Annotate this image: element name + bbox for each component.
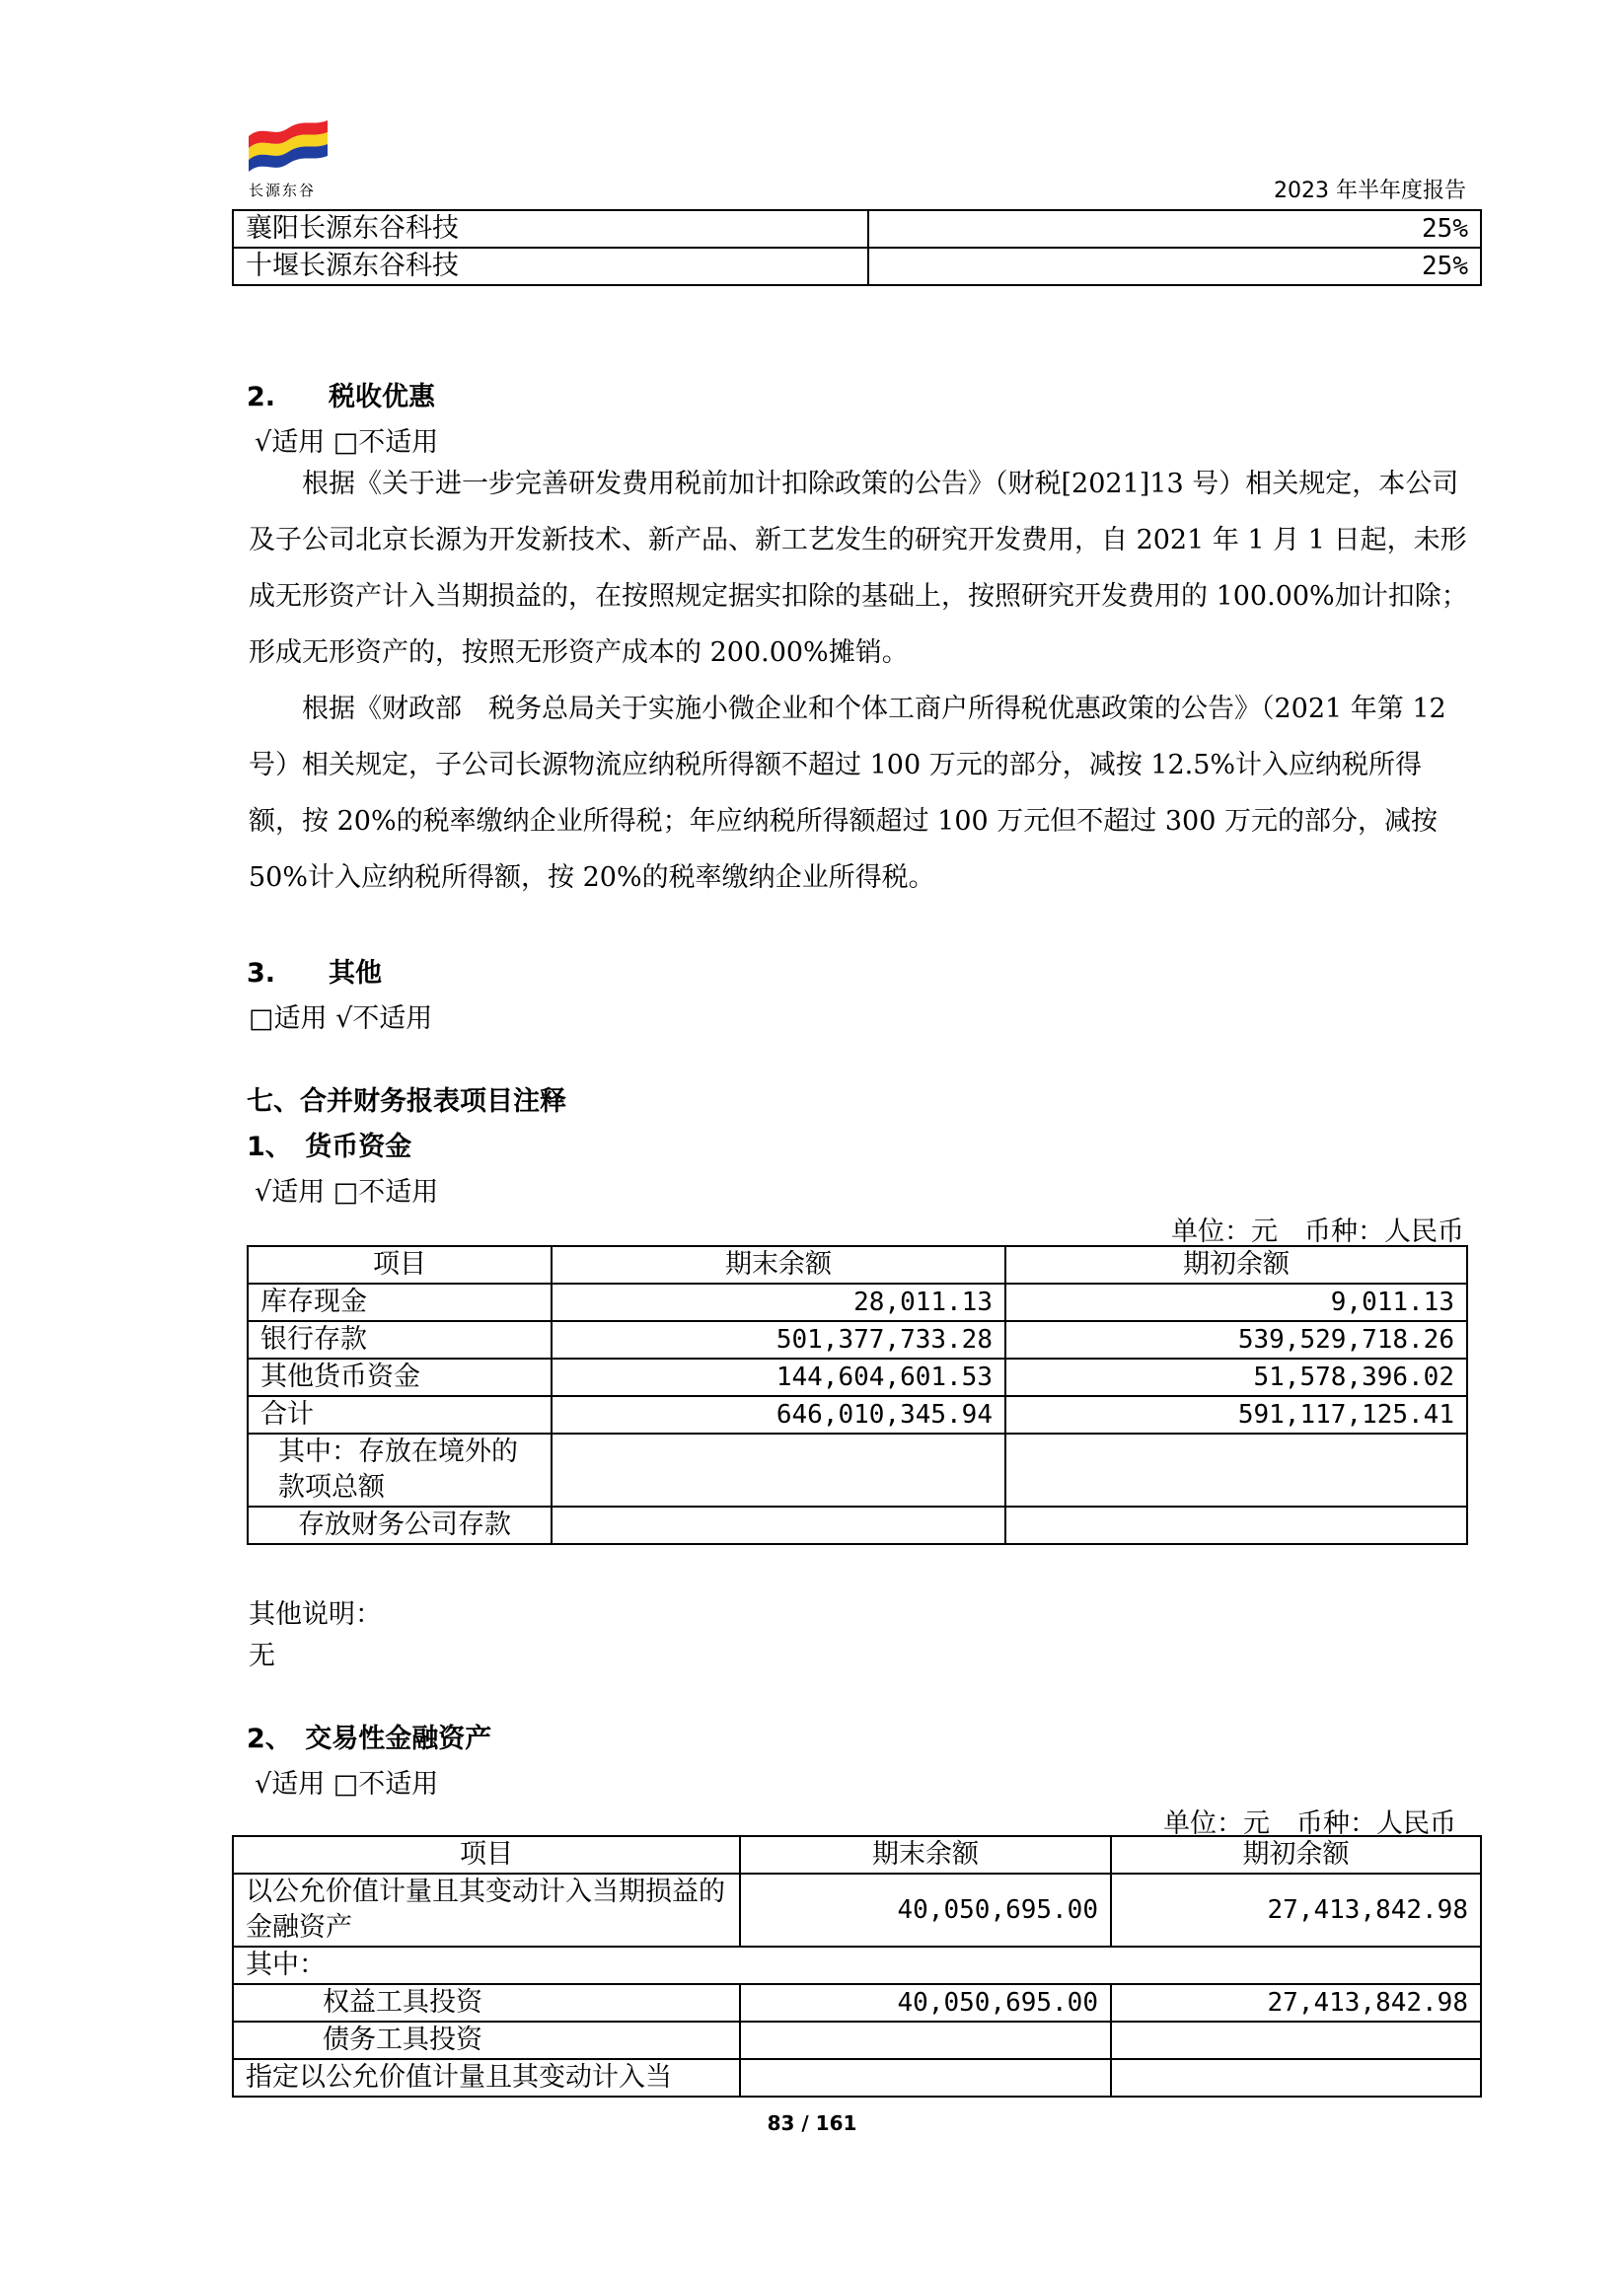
table-row: [248, 1321, 1467, 1359]
paragraph: 根据《关于进一步完善研发费用税前加计扣除政策的公告》（财税[2021]13 号）相关规定，本公司及子公司北京长源为开发新技术、新产品、新工艺发生的研究开发费用，自 2021 年 1 月 1 日起，未形成无形资产计入当期损益的，在按照规定据实扣除的基础上，按照研究开发费用的 100.00%加计扣除；形成无形资产的，按照无形资产成本的 200.00%摊销。: [249, 469, 1468, 668]
item-cell: 债务工具投资: [233, 2022, 740, 2059]
applicability-check: √适用 □不适用: [255, 427, 439, 458]
end-balance: [740, 2022, 1111, 2059]
item-cell: 其中：存放在境外的款项总额: [248, 1434, 552, 1507]
section-heading: 3. 其他: [247, 958, 383, 989]
report-title: 2023 年半年度报告: [1274, 179, 1466, 203]
table-row: [248, 1284, 1467, 1321]
item-cell: 其他货币资金: [248, 1359, 552, 1396]
end-balance: 40,050,695.00: [740, 1984, 1111, 2022]
begin-balance: [1111, 2022, 1481, 2059]
table-row: [233, 1874, 1481, 1947]
paragraph: 根据《财政部 税务总局关于实施小微企业和个体工商户所得税优惠政策的公告》（2021 年第 12 号）相关规定，子公司长源物流应纳税所得额不超过 100 万元的部分，减按 12.5%计入应纳税所得额，按 20%的税率缴纳企业所得税；年应纳税所得额超过 100 万元但不超过 300 万元的部分，减按 50%计入应纳税所得额，按 20%的税率缴纳企业所得税。: [249, 694, 1446, 893]
end-balance: 28,011.13: [552, 1284, 1005, 1321]
entity-name: 襄阳长源东谷科技: [233, 210, 868, 248]
applicability-check: √适用 □不适用: [255, 1769, 439, 1800]
applicability-check: □适用 √不适用: [249, 1003, 433, 1034]
other-notes-label: 其他说明：: [249, 1599, 382, 1630]
begin-balance: [1005, 1507, 1467, 1544]
item-cell: 存放财务公司存款: [248, 1507, 552, 1544]
unit-label: 单位：元 币种：人民币: [1163, 1808, 1456, 1839]
item-cell: 其中：: [233, 1947, 1481, 1984]
column-header: 项目: [248, 1246, 552, 1284]
end-balance: 646,010,345.94: [552, 1396, 1005, 1434]
column-header: 期初余额: [1111, 1836, 1481, 1874]
begin-balance: [1005, 1434, 1467, 1507]
end-balance: [740, 2059, 1111, 2097]
table-row: [233, 1947, 1481, 1984]
table-row: [233, 2059, 1481, 2097]
end-balance: 501,377,733.28: [552, 1321, 1005, 1359]
column-header: 期末余额: [552, 1246, 1005, 1284]
table-row: [233, 210, 1481, 248]
section-heading: 2. 税收优惠: [247, 382, 436, 412]
begin-balance: [1111, 2059, 1481, 2097]
begin-balance: 591,117,125.41: [1005, 1396, 1467, 1434]
page-number: 83 / 161: [767, 2111, 857, 2135]
item-cell: 权益工具投资: [233, 1984, 740, 2022]
unit-label: 单位：元 币种：人民币: [1171, 1216, 1464, 1247]
chapter-heading: 七、合并财务报表项目注释: [247, 1086, 566, 1117]
table-header-row: [233, 1836, 1481, 1874]
begin-balance: 27,413,842.98: [1111, 1984, 1481, 2022]
item-cell: 以公允价值计量且其变动计入当期损益的金融资产: [233, 1874, 740, 1947]
table-row: [248, 1359, 1467, 1396]
end-balance: 144,604,601.53: [552, 1359, 1005, 1396]
logo-text: 长源东谷: [249, 182, 317, 199]
table-row: [248, 1434, 1467, 1507]
item-cell: 库存现金: [248, 1284, 552, 1321]
item-cell: 指定以公允价值计量且其变动计入当: [233, 2059, 740, 2097]
subsection-heading: 2、 交易性金融资产: [247, 1724, 492, 1754]
subsection-heading: 1、 货币资金: [247, 1132, 412, 1162]
table-row: [248, 1507, 1467, 1544]
item-cell: 银行存款: [248, 1321, 552, 1359]
end-balance: 40,050,695.00: [740, 1874, 1111, 1947]
begin-balance: 9,011.13: [1005, 1284, 1467, 1321]
column-header: 项目: [233, 1836, 740, 1874]
applicability-check: √适用 □不适用: [255, 1177, 439, 1208]
begin-balance: 27,413,842.98: [1111, 1874, 1481, 1947]
tax-rate-table: [232, 209, 1482, 286]
trading-financial-assets-table: [232, 1835, 1482, 2098]
table-row: [248, 1396, 1467, 1434]
other-notes-value: 无: [249, 1641, 275, 1671]
column-header: 期初余额: [1005, 1246, 1467, 1284]
table-header-row: [248, 1246, 1467, 1284]
begin-balance: 51,578,396.02: [1005, 1359, 1467, 1396]
cash-table: [247, 1245, 1468, 1545]
end-balance: [552, 1507, 1005, 1544]
tax-rate: 25%: [868, 210, 1481, 248]
column-header: 期末余额: [740, 1836, 1111, 1874]
entity-name: 十堰长源东谷科技: [233, 248, 868, 285]
table-row: [233, 2022, 1481, 2059]
begin-balance: 539,529,718.26: [1005, 1321, 1467, 1359]
table-row: [233, 1984, 1481, 2022]
end-balance: [552, 1434, 1005, 1507]
tax-rate: 25%: [868, 248, 1481, 285]
item-cell: 合计: [248, 1396, 552, 1434]
table-row: [233, 248, 1481, 285]
